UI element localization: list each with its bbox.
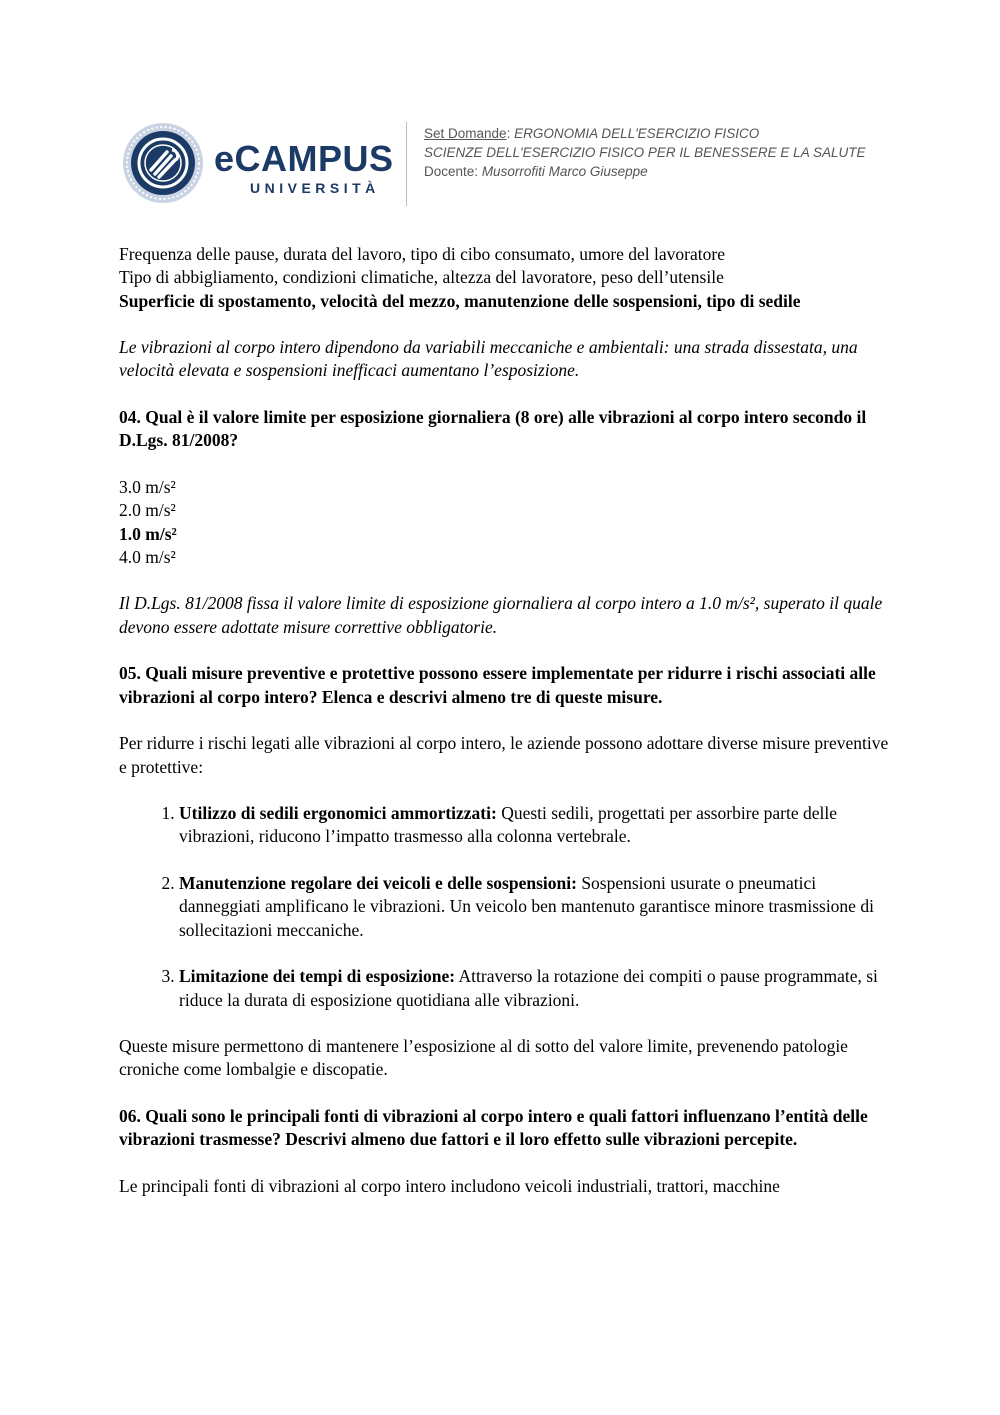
q04-option: 2.0 m/s² — [119, 500, 176, 521]
brand-subtitle: UNIVERSITÀ — [250, 180, 380, 196]
document-header — [122, 118, 882, 210]
measure-title: Limitazione dei tempi di esposizione: — [179, 966, 456, 987]
set-label: Set Domande — [424, 126, 507, 141]
q06-question: 06. Quali sono le principali fonti di vibrazioni al corpo intero e quali fattori influenzano l’entità delle vibrazioni trasmesse? Descrivi almeno due fattori e il loro effetto sulle vibrazioni percepite. — [119, 1105, 868, 1150]
measure-text: Attraverso la rotazione dei compiti o pause programmate, si riduce la durata di esposizione quotidiana alle vibrazioni. — [179, 966, 878, 1010]
docente-line: Docente: Musorrofiti Marco Giuseppe — [424, 164, 648, 179]
ecampus-seal-icon — [122, 122, 204, 204]
q03-option-correct: Superficie di spostamento, velocità del mezzo, manutenzione delle sospensioni, tipo di sedile — [119, 290, 801, 311]
q04-question: 04. Qual è il valore limite per esposizione giornaliera (8 ore) alle vibrazioni al corpo intero secondo il D.Lgs. 81/2008? — [119, 407, 867, 451]
measure-title: Utilizzo di sedili ergonomici ammortizzati: — [179, 803, 497, 824]
q05-conclusion: Queste misure permettono di mantenere l’esposizione al di sotto del valore limite, prevenendo patologie croniche come lombalgie e discopatie. — [119, 1036, 848, 1080]
q05-intro: Per ridurre i rischi legati alle vibrazioni al corpo intero, le aziende possono adottare diverse misure preventive e protettive: — [119, 733, 889, 777]
q03-option: Tipo di abbigliamento, condizioni climatiche, altezza del lavoratore, peso dell’utensile — [119, 267, 724, 288]
q04-explanation: Il D.Lgs. 81/2008 fissa il valore limite di esposizione giornaliera al corpo intero a 1.0 m/s², superato il quale devono essere adottate misure correttive obbligatorie. — [119, 593, 883, 637]
set-line: Set Domande: ERGONOMIA DELL'ESERCIZIO FISICO — [424, 126, 760, 141]
q06-answer: Le principali fonti di vibrazioni al corpo intero includono veicoli industriali, trattori, macchine — [119, 1175, 780, 1196]
list-item — [179, 965, 889, 1012]
docente-value: Musorrofiti Marco Giuseppe — [481, 164, 648, 179]
course-value: SCIENZE DELL'ESERCIZIO FISICO PER IL BENESSERE E LA SALUTE — [424, 145, 866, 160]
q05-question: 05. Quali misure preventive e protettive possono essere implementate per ridurre i rischi associati alle vibrazioni al corpo intero? Elenca e descrivi almeno tre di queste misure. — [119, 663, 876, 707]
brand-name: eCAMPUS — [214, 138, 394, 179]
list-item — [179, 802, 889, 849]
measure-text: Sospensioni usurate o pneumatici danneggiati amplificano le vibrazioni. Un veicolo ben mantenuto garantisce minore trasmissione di sollecitazioni meccaniche. — [179, 873, 874, 940]
docente-label: Docente — [424, 164, 475, 179]
q04-option: 3.0 m/s² — [119, 476, 176, 497]
header-divider — [406, 122, 407, 206]
q03-option: Frequenza delle pause, durata del lavoro, tipo di cibo consumato, umore del lavoratore — [119, 244, 725, 264]
course-info — [424, 124, 884, 181]
q04-option: 4.0 m/s² — [119, 546, 176, 567]
document-body — [119, 243, 889, 1198]
measure-text: Questi sedili, progettati per assorbire parte delle vibrazioni, riducono l’impatto trasmesso alla colonna vertebrale. — [179, 803, 838, 847]
q03-explanation: Le vibrazioni al corpo intero dipendono da variabili meccaniche e ambientali: una strada dissestata, una velocità elevata e sospensioni inefficaci aumentano l’esposizione. — [119, 337, 858, 381]
set-value: ERGONOMIA DELL'ESERCIZIO FISICO — [514, 126, 760, 141]
q05-measures-list — [119, 802, 889, 1012]
q04-option-correct: 1.0 m/s² — [119, 523, 177, 544]
measure-title: Manutenzione regolare dei veicoli e delle sospensioni: — [179, 873, 577, 894]
list-item — [179, 872, 889, 942]
